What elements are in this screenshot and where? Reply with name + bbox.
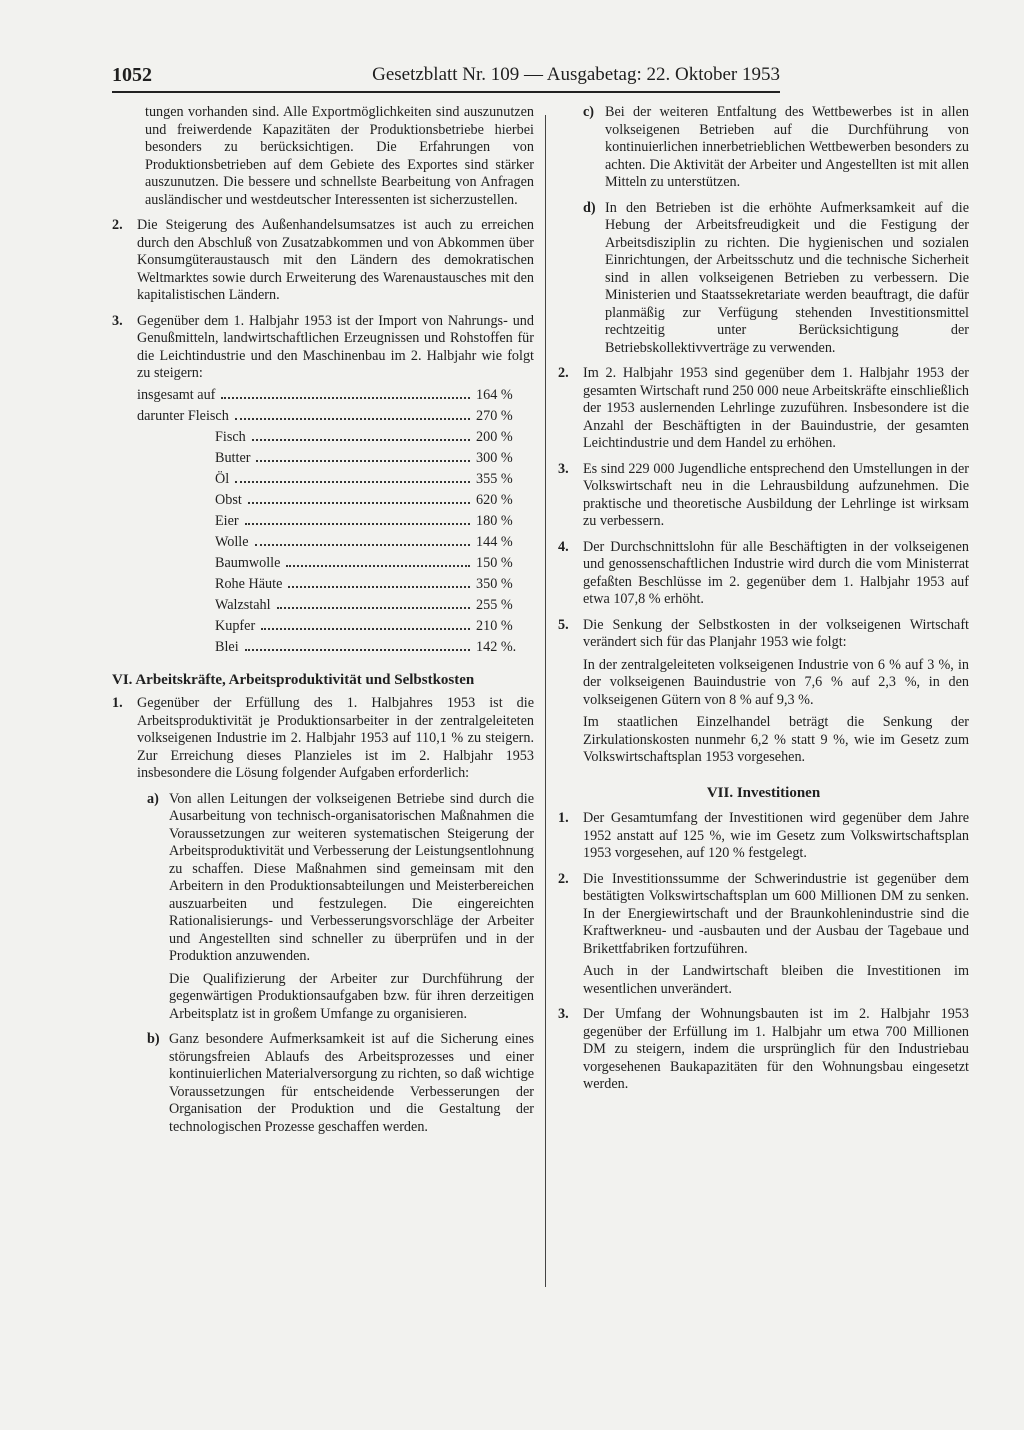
row-value: 350 % (476, 575, 513, 592)
right-column (558, 104, 969, 1102)
import-table (137, 387, 534, 660)
list-item (558, 365, 969, 453)
row-label: darunter Fleisch (137, 407, 229, 424)
row-value: 355 % (476, 470, 513, 487)
list-item (558, 539, 969, 609)
row-label: Obst (215, 491, 242, 508)
table-row (137, 408, 534, 429)
item-number: 1. (112, 695, 123, 711)
row-value: 200 % (476, 428, 513, 445)
item-number: 2. (558, 870, 569, 887)
row-value: 270 % (476, 407, 513, 424)
item-text: Der Gesamtumfang der Investitionen wird gegenüber dem Jahre 1952 anstatt auf 125 %, wie im Gesetz zum Volkswirtschaftsplan 1953 vorgesehen, auf 120 % festgelegt. (583, 810, 969, 861)
item-text: Die Senkung der Selbstkosten in der volkseigenen Wirtschaft verändert sich für das Planjahr 1953 wie folgt: (583, 616, 969, 650)
row-label: Öl (215, 470, 230, 487)
sub-item (583, 200, 969, 358)
table-row (137, 597, 534, 618)
list-item (558, 617, 969, 767)
list-item (112, 313, 534, 660)
item-text: Die Steigerung des Außenhandelsumsatzes ist auch zu erreichen durch den Abschluß von Zusatzabkommen und von Abkommen über Konsumgüteraustausch mit den Ländern des demokratischen Weltmarktes sowie durch Erweiterung des Warenaustausches mit den kapitalistischen Ländern. (137, 217, 534, 303)
item-text: Gegenüber der Erfüllung des 1. Halbjahres 1953 ist die Arbeitsproduktivität je Produktionsarbeiter in der zentralgeleiteten volkseigenen Industrie im 2. Halbjahr 1953 auf 110,1 % zu steigern. Zur Erreichung dieses Planzieles ist im 2. Halbjahr 1953 insbesondere die Lösung folgender Aufgaben erforderlich: (137, 695, 534, 781)
page-header (112, 64, 780, 92)
item-number: 3. (558, 1006, 569, 1022)
row-label: Baumwolle (215, 554, 281, 571)
item-text: In den Betrieben ist die erhöhte Aufmerksamkeit auf die Hebung der Arbeitsfreudigkeit und die Festigung der Arbeitsdisziplin zu richten. Die hygienischen und sozialen Einrichtungen, der Arbeitsschutz und die technische Sicherheit sind in allen volkseigenen Betrieben zu verbessern. Die Ministerien und Staatssekretariate werden beauftragt, die dafür planmäßig zur Verfügung stehenden Investitionsmittel rechtzeitig unter Berücksichtigung der Betriebskollektivverträge zu verwenden. (605, 199, 969, 356)
row-label: Wolle (215, 533, 249, 550)
list-item (558, 810, 969, 863)
table-row (137, 576, 534, 597)
item-letter: b) (147, 1031, 160, 1047)
continued-paragraph: tungen vorhanden sind. Alle Exportmöglichkeiten sind auszunutzen und freiwerdende Kapazitäten der Produktionsbetriebe hierbei besonders zu berücksichtigen. Die Erfahrungen von Produktionsbetrieben auf dem Gebiete des Exportes sind stärker auszunutzen. Die bessere und schnellste Bearbeitung von Anfragen ausländischer und westdeutscher Interessenten ist sicherzustellen. (145, 104, 534, 208)
header-rule (112, 91, 780, 93)
running-title: Gesetzblatt Nr. 109 — Ausgabetag: 22. Oktober 1953 (372, 64, 780, 85)
page-number: 1052 (112, 64, 152, 86)
row-label: Fisch (215, 428, 246, 445)
list-item (558, 1006, 969, 1094)
row-value: 255 % (476, 596, 513, 613)
table-row (137, 534, 534, 555)
item-text: Es sind 229 000 Jugendliche entsprechend den Umstellungen in der Volkswirtschaft neu in die Lehrausbildung aufzunehmen. Die praktische und theoretische Ausbildung der Lehrlinge ist wirksam zu verbessern. (583, 460, 969, 529)
row-value: 300 % (476, 449, 513, 466)
item-text: Gegenüber dem 1. Halbjahr 1953 ist der Import von Nahrungs- und Genußmitteln, landwirtschaftlichen Erzeugnissen und Rohstoffen für die Leichtindustrie und den Maschinenbau im 2. Halbjahr wie folgt zu steigern: (137, 312, 534, 381)
column-divider (545, 115, 546, 1287)
list-item (558, 871, 969, 999)
item-letter: a) (147, 790, 159, 807)
sub-item (583, 104, 969, 192)
item-text: Auch in der Landwirtschaft bleiben die Investitionen im wesentlichen unverändert. (583, 963, 969, 997)
table-row (137, 429, 534, 450)
item-text: Von allen Leitungen der volkseigenen Betriebe sind durch die Ausarbeitung von technisch-organisatorischen Maßnahmen die Voraussetzungen zur weiteren systematischen Steigerung der Arbeitsproduktivität und Verbesserung der Leistungsentlohnung zu schaffen. Diese Maßnahmen sind gemeinsam mit den Arbeitern in den Produktionsabteilungen und Meisterbereichen auszuarbeiten und festzulegen. Die eingereichten Rationalisierungs- und Verbesserungsvorschläge der Arbeiter und Angestellten sind schneller zu überprüfen und in der Produktion anzuwenden. (169, 790, 534, 964)
row-value: 150 % (476, 554, 513, 571)
item-text: Ganz besondere Aufmerksamkeit ist auf die Sicherung eines störungsfreien Ablaufs des Arbeitsprozesses und einer kontinuierlichen Materialversorgung zu richten, so daß wichtige Voraussetzungen für entscheidende Verbesserungen der Organisation der Produktion und die Gestaltung der technologischen Prozesse geschaffen werden. (169, 1031, 534, 1135)
row-label: Kupfer (215, 617, 256, 634)
sub-item (147, 1031, 534, 1136)
table-row (137, 555, 534, 576)
row-label: Eier (215, 512, 239, 529)
table-row (137, 450, 534, 471)
item-text: Im 2. Halbjahr 1953 sind gegenüber dem 1. Halbjahr 1953 der gesamten Wirtschaft rund 250 000 neue Arbeitskräfte einschließlich der 1953 auslernenden Lehrlinge zuzuführen. Insbesondere ist die Anzahl der Beschäftigten in der Bauindustrie, der gesamten Leichtindustrie und dem Handel zu erhöhen. (583, 365, 969, 451)
row-value: 142 %. (476, 638, 517, 655)
item-text: Der Umfang der Wohnungsbauten ist im 2. Halbjahr 1953 gegenüber der Erfüllung im 1. Halbjahr um etwa 700 Millionen DM zu steigern, indem die ursprünglich für den Industriebau vorgesehenen Baukapazitäten für den Wohnungsbau eingesetzt werden. (583, 1006, 969, 1092)
item-number: 4. (558, 538, 569, 555)
item-text: Bei der weiteren Entfaltung des Wettbewerbes ist in allen volkseigenen Betrieben auf die Durchführung von kontinuierlichen innerbetrieblichen Wettbewerben besonders zu achten. Die Aktivität der Arbeiter und Angestellten ist mit allen Mitteln zu unterstützen. (605, 104, 969, 190)
table-row (137, 618, 534, 639)
table-row (137, 513, 534, 534)
item-text: Die Qualifizierung der Arbeiter zur Durchführung der gegenwärtigen Produktionsaufgaben bzw. für ihren derzeitigen Arbeitsplatz ist in großem Umfange zu organisieren. (169, 970, 534, 1022)
item-number: 2. (112, 217, 123, 233)
row-value: 164 % (476, 386, 513, 403)
list-item (112, 695, 534, 783)
sub-item (147, 791, 534, 1024)
list-item (112, 217, 534, 305)
row-value: 210 % (476, 617, 513, 634)
item-text: Der Durchschnittslohn für alle Beschäftigten in der volkseigenen und genossenschaftlichen Industrie wird durch die vom Ministerrat gefaßten Beschlüsse im 2. gegenüber dem 1. Halbjahr 1953 auf etwa 107,8 % erhöht. (583, 538, 969, 607)
section-heading: VI. Arbeitskräfte, Arbeitsproduktivität und Selbstkosten (112, 671, 475, 688)
item-text: Im staatlichen Einzelhandel beträgt die Senkung der Zirkulationskosten nunmehr 6,2 % statt 9 %, wie im Gesetz zum Volkswirtschaftsplan 1953 vorgesehen. (583, 714, 969, 765)
list-item (558, 461, 969, 531)
row-value: 180 % (476, 512, 513, 529)
table-row (137, 639, 534, 660)
row-label: Blei (215, 638, 239, 655)
table-row (137, 492, 534, 513)
item-letter: c) (583, 104, 595, 120)
table-row (137, 387, 534, 408)
item-number: 1. (558, 810, 569, 826)
item-text: Die Investitionssumme der Schwerindustrie ist gegenüber dem bestätigten Volkswirtschaftsplan um 600 Millionen DM zu senken. In der Energiewirtschaft und der Braunkohlenindustrie sind die Kraftwerkneu- und -ausbauten und der Ausbau der Tagebaue und Brikettfabriken fortzuführen. (583, 870, 969, 957)
item-number: 5. (558, 616, 569, 633)
row-label: Walzstahl (215, 596, 271, 613)
row-value: 620 % (476, 491, 513, 508)
row-label: Rohe Häute (215, 575, 283, 592)
row-label: insgesamt auf (137, 386, 216, 403)
table-row (137, 471, 534, 492)
item-number: 3. (112, 312, 123, 329)
row-label: Butter (215, 449, 251, 466)
item-number: 3. (558, 460, 569, 477)
left-column (112, 104, 534, 1144)
item-text: In der zentralgeleiteten volkseigenen Industrie von 6 % auf 3 %, in der volkseigenen Bauindustrie von 7,6 % auf 2,3 %, in den volkseigenen Gütern von 8 % auf 9,3 %. (583, 656, 969, 708)
section-heading: VII. Investitionen (706, 784, 821, 801)
item-number: 2. (558, 365, 569, 381)
item-letter: d) (583, 199, 596, 216)
row-value: 144 % (476, 533, 513, 550)
